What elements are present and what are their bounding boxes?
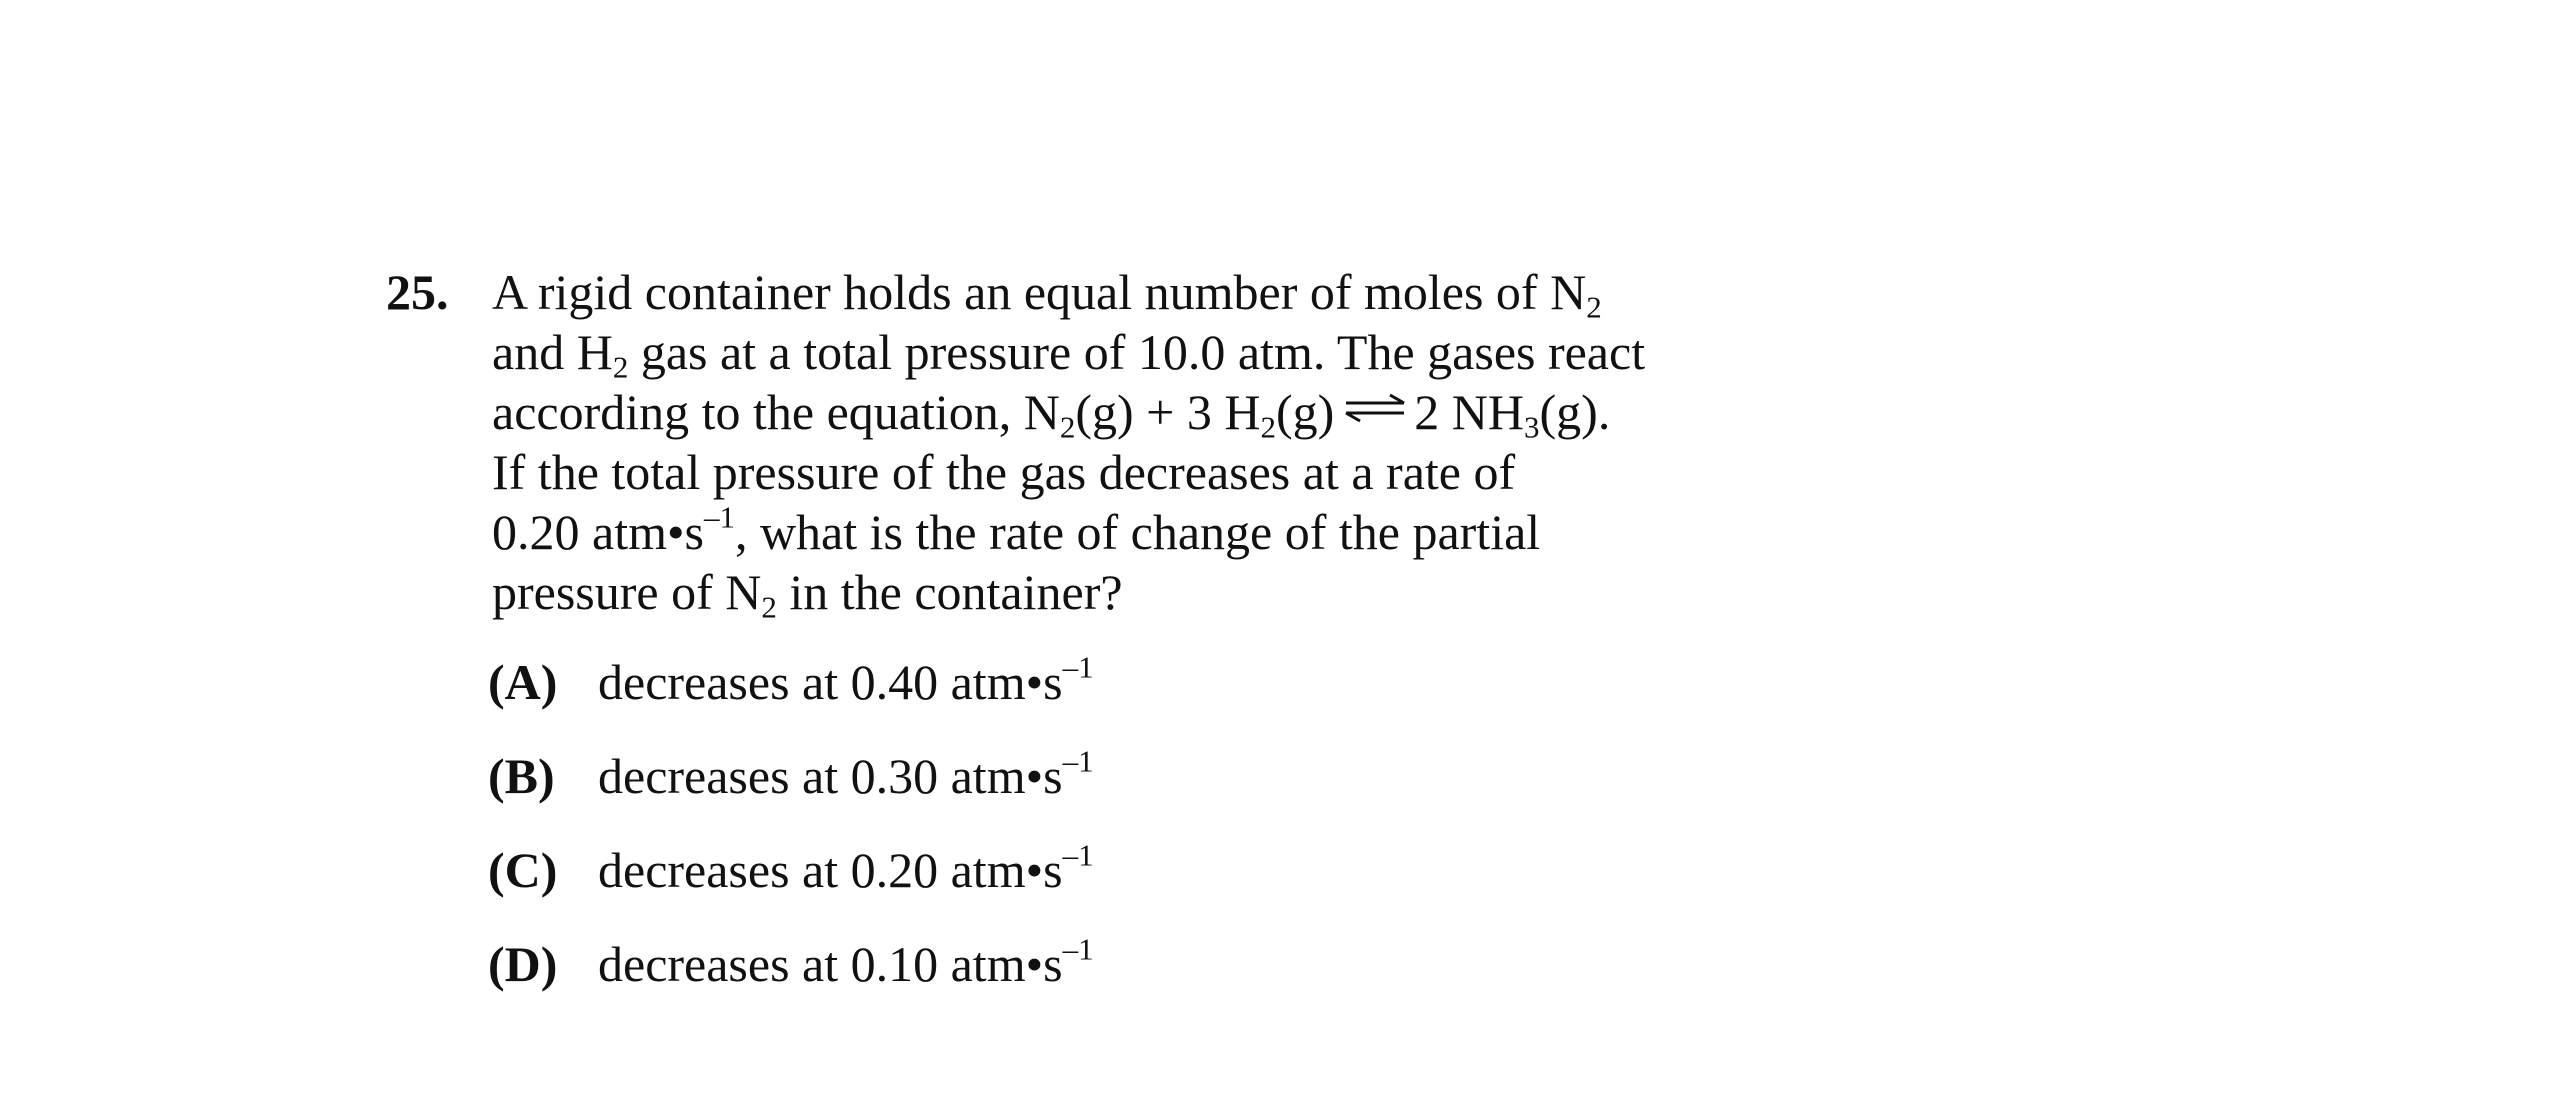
superscript: –1 <box>1062 931 1094 967</box>
stem-text: and H <box>492 324 613 380</box>
equilibrium-arrow-icon <box>1342 393 1408 423</box>
stem-text: in the container? <box>776 564 1123 620</box>
choice-text: decreases at 0.10 atm•s <box>598 936 1063 992</box>
subscript: 2 <box>1059 409 1076 445</box>
stem-line <box>492 562 1645 625</box>
stem-text: according to the equation, N <box>492 384 1060 440</box>
stem-text: (g) + 3 H <box>1075 384 1261 440</box>
choice-d[interactable] <box>488 931 1094 994</box>
stem-text: 0.20 atm•s <box>492 504 704 560</box>
superscript: –1 <box>1062 743 1094 779</box>
choice-letter: (B) <box>488 748 555 804</box>
superscript: –1 <box>1062 649 1094 685</box>
stem-line <box>492 382 1645 445</box>
subscript: 3 <box>1524 409 1540 445</box>
stem-text: A rigid container holds an equal number of moles of N <box>492 264 1587 320</box>
stem-text: (g). <box>1539 384 1611 440</box>
stem-text: , what is the rate of change of the partial <box>734 504 1541 560</box>
question-stem <box>492 262 1646 625</box>
subscript: 2 <box>1586 289 1602 325</box>
choice-letter: (A) <box>488 654 558 710</box>
question-number: 25. <box>386 264 449 320</box>
superscript: –1 <box>1062 837 1094 873</box>
subscript: 2 <box>761 589 777 625</box>
stem-text: pressure of N <box>492 564 762 620</box>
stem-text: (g) <box>1275 384 1335 440</box>
stem-line <box>492 262 1645 325</box>
choice-b[interactable] <box>488 743 1094 806</box>
stem-text: 2 NH <box>1414 384 1525 440</box>
stem-line <box>492 499 1645 562</box>
choice-a[interactable] <box>488 649 1094 712</box>
stem-line <box>492 322 1646 385</box>
stem-text: If the total pressure of the gas decreases at a rate of <box>492 444 1516 500</box>
choice-c[interactable] <box>488 837 1094 900</box>
choice-letter: (D) <box>488 936 558 992</box>
choice-text: decreases at 0.30 atm•s <box>598 748 1063 804</box>
subscript: 2 <box>612 349 629 385</box>
subscript: 2 <box>1260 409 1276 445</box>
choice-text: decreases at 0.40 atm•s <box>598 654 1063 710</box>
choice-letter: (C) <box>488 842 558 898</box>
stem-text: gas at a total pressure of 10.0 atm. The gases react <box>628 324 1646 380</box>
stem-line <box>492 442 1645 502</box>
choice-text: decreases at 0.20 atm•s <box>598 842 1063 898</box>
superscript: –1 <box>703 499 735 535</box>
